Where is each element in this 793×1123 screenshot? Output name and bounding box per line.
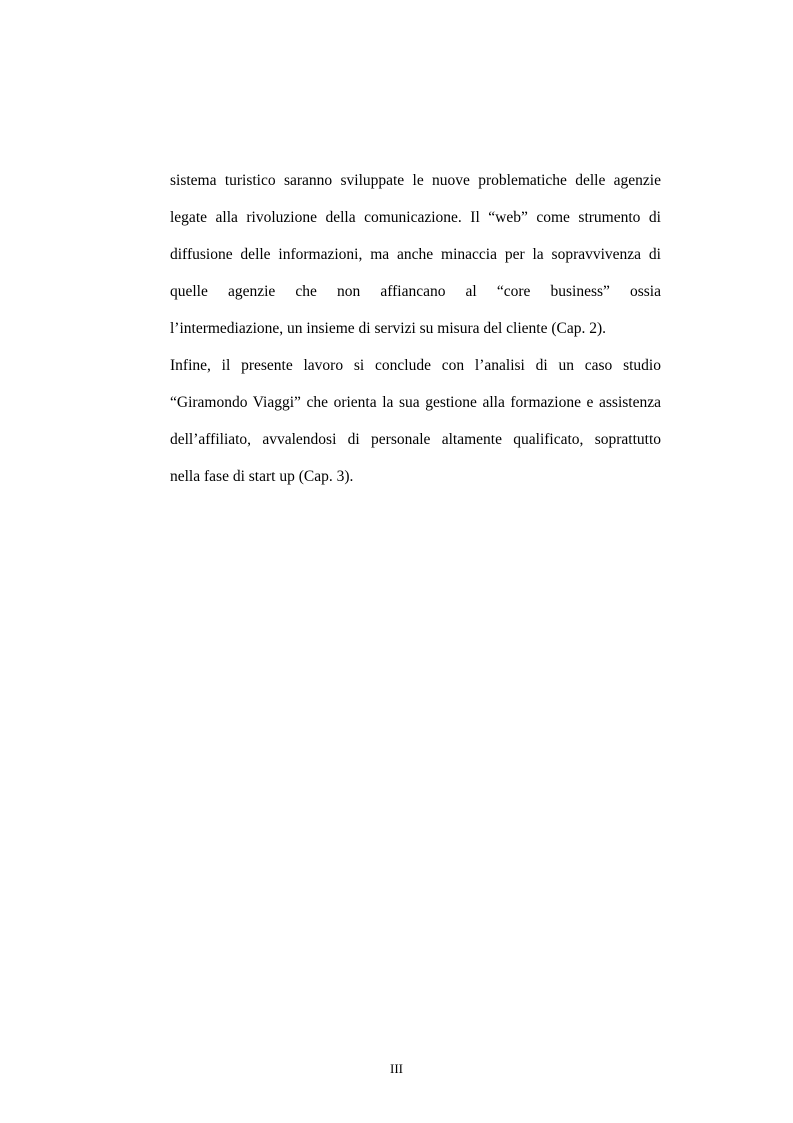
text-line: legate alla rivoluzione della comunicazione. Il “web” come strumento di	[170, 209, 661, 226]
text-line: dell’affiliato, avvalendosi di personale altamente qualificato, soprattutto	[170, 431, 661, 448]
text-line: l’intermediazione, un insieme di servizi su misura del cliente (Cap. 2).	[170, 320, 607, 337]
text-line: sistema turistico saranno sviluppate le nuove problematiche delle agenzie	[170, 172, 661, 189]
text-line: nella fase di start up (Cap. 3).	[170, 468, 354, 485]
body-text	[170, 162, 661, 495]
text-line: quelle agenzie che non affiancano al “core business” ossia	[170, 283, 661, 300]
page-number: III	[390, 1061, 403, 1076]
text-line: Infine, il presente lavoro si conclude con l’analisi di un caso studio	[170, 357, 661, 374]
text-line: diffusione delle informazioni, ma anche minaccia per la sopravvivenza di	[170, 246, 661, 263]
text-line: “Giramondo Viaggi” che orienta la sua gestione alla formazione e assistenza	[170, 394, 661, 411]
